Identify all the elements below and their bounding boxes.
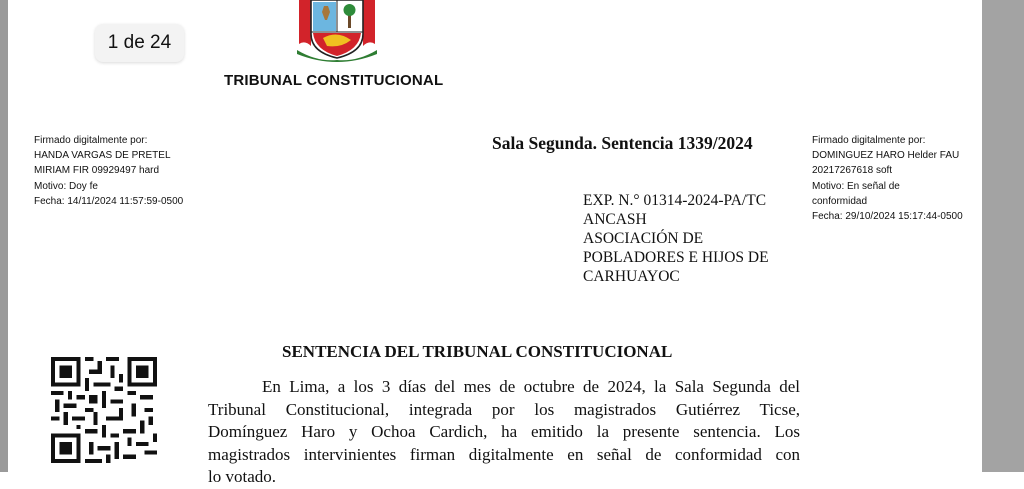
- sala-sentencia-title: Sala Segunda. Sentencia 1339/2024: [492, 133, 753, 153]
- signature-line: 20217267618 soft: [812, 165, 893, 177]
- expediente-line: POBLADORES E HIJOS DE: [583, 249, 769, 266]
- signature-line: Fecha: 14/11/2024 11:57:59-0500: [34, 195, 184, 207]
- expediente-line: CARHUAYOC: [583, 268, 680, 285]
- signature-line: Motivo: Doy fe: [34, 180, 98, 192]
- expediente-line: EXP. N.° 01314-2024-PA/TC: [583, 192, 767, 209]
- page-indicator: 1 de 24: [95, 24, 184, 62]
- signature-line: MIRIAM FIR 09929497 hard: [34, 165, 160, 177]
- digital-signature-right: [812, 133, 963, 224]
- body-line: Domínguez Haro y Ochoa Cardich, ha emitido la presente sentencia. Los: [208, 422, 800, 441]
- viewer-scroll-gutter[interactable]: [982, 0, 1024, 472]
- signature-line: HANDA VARGAS DE PRETEL: [34, 150, 171, 162]
- institution-name: TRIBUNAL CONSTITUCIONAL: [224, 72, 444, 89]
- body-line: Tribunal Constitucional, integrada por los magistrados Gutiérrez Ticse,: [208, 399, 800, 419]
- expediente-line: ASOCIACIÓN DE: [583, 230, 704, 247]
- digital-signature-left: [34, 133, 183, 209]
- body-line: lo votado.: [208, 467, 276, 486]
- signature-line: Firmado digitalmente por:: [812, 135, 926, 146]
- viewer-background-left: [0, 0, 8, 472]
- expediente-line: ANCASH: [583, 211, 647, 228]
- signature-line: DOMINGUEZ HARO Helder FAU: [812, 150, 960, 162]
- body-line: magistrados intervinientes firman digitalmente en señal de conformidad con: [208, 444, 800, 464]
- sentencia-heading: SENTENCIA DEL TRIBUNAL CONSTITUCIONAL: [282, 342, 673, 361]
- signature-line: Motivo: En señal de: [812, 180, 900, 192]
- signature-line: conformidad: [812, 195, 868, 207]
- qr-code-icon: [51, 357, 157, 463]
- signature-line: Firmado digitalmente por:: [34, 135, 148, 146]
- expediente-block: [583, 191, 769, 286]
- signature-line: Fecha: 29/10/2024 15:17:44-0500: [812, 211, 963, 223]
- body-line: En Lima, a los 3 días del mes de octubre de 2024, la Sala Segunda del: [262, 377, 800, 396]
- peru-coat-of-arms-icon: [297, 0, 377, 62]
- sentencia-body: [208, 376, 800, 486]
